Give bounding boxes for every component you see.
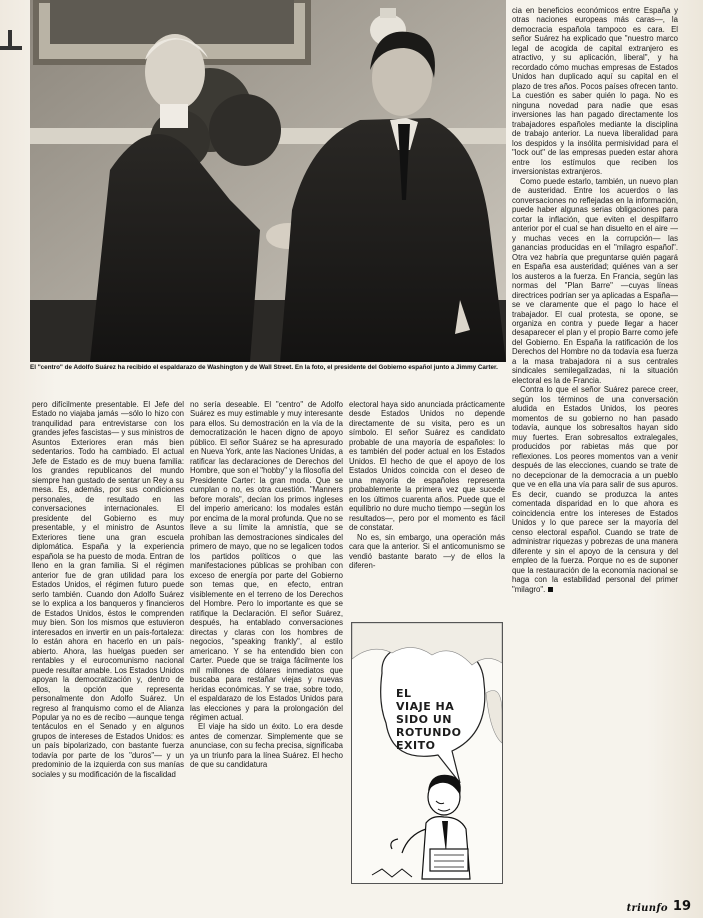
bubble-line: SIDO UN <box>396 713 452 726</box>
column-3-paragraph: electoral haya sido anunciada prácticamente desde Estados Unidos no depende directamente de su visita, pero es un símbolo. El señor Suárez es candidato probable de una mayoría de españoles: lo es también del poder actual en los Estados Unidos. El hecho de que el apoyo de los Estados Unidos coincida con el deseo de una mayoría de españoles representa probablemente la primera vez que sucede en los últimos cuarenta años. Puede que el equilibrio no dure mucho tiempo —según los resultados—, pero por el momento es fácil de constatar. <box>349 400 505 533</box>
article-column-4 <box>512 6 678 904</box>
column-3-paragraph: No es, sin embargo, una operación más cara que la anterior. Si el anticomunismo se vendió bastante barato —y de ellos la diferen- <box>349 532 505 571</box>
bubble-line: ROTUNDO <box>396 726 462 739</box>
column-4-paragraph: Como puede estarlo, también, un nuevo plan de austeridad. Entre los acuerdos o las conversaciones no reflejadas en la información, puede haber algunas serias obligaciones para cortar la inflación, que eviten el despilfarro anterior por el cual se han disuelto en el aire —y muchas veces en la corrupción— las ganancias producidas en el "milagro español". Otra vez habría que preguntarse quién pagará en España esa austeridad; quiénes van a ser los austeros a la fuerza. En Francia, según las normas del "Plan Barre" —cuyas líneas directrices podrían ser ya aplicadas a España— se ve claramente que el pago lo hace el trabajador. El cual protesta, se opone, se organiza en contra y puede llegar a hacer desaparecer el plan y el propio Barre como jefe del Gobierno. En España la ratificación de los Derechos del Hombre no da todavía esa fuerza a la masa trabajadora ni a sus centrales sindicales semilegalizadas, ni la situación electoral es la de Francia. <box>512 176 678 385</box>
page-number: 19 <box>672 899 691 914</box>
photo-caption: El "centro" de Adolfo Suárez ha recibido el espaldarazo de Washington y de Wall Street. En la foto, el presidente del Gobierno español junto a Jimmy Carter. <box>30 364 498 371</box>
column-4-paragraph <box>512 385 678 594</box>
cartoon <box>351 622 503 884</box>
page-footer <box>627 900 691 914</box>
column-2-paragraph: no sería deseable. El "centro" de Adolfo Suárez es muy estimable y muy interesante para ellos. Su demostración en la vía de la democratización le hacen digno de apoyo público. El señor Suárez se ha apresurado en Nueva York, ante las Naciones Unidas, a ratificar las declaraciones de Derechos del Hombre, que son el "hobby" y la filosofía del Presidente Carter: la gran moda. Que se cumplan o no, es otra cuestión. "Manners before morals", decían los primos ingleses del imperio americano: los modales están por encima de la moral profunda. Que no se lleve a su límite la amnistía, que se prohíban las demostraciones sindicales del primero de mayo, que no se legalicen todos los partidos políticos o que las manifestaciones públicas se prohíban con exceso de energía por parte del Gobierno son temas que, en efecto, entran visiblemente en el terreno de los Derechos del Hombre. Pero lo importante es que se ratifique la Declaración. El señor Suárez, después, ha entablado conversaciones directas y claras con los hombres de negocios, "speaking frankly", al estilo americano. Y se ha entendido bien con Carter. Puede que se traiga fácilmente los mil millones de dólares inmediatos que buscaba para restañar viejas y nuevas heridas económicas. Y se trae, sobre todo, el espaldarazo de los Estados Unidos para las elecciones y para la prolongación del régimen actual. <box>190 400 343 722</box>
remnant-mark <box>8 30 12 46</box>
article-column-2 <box>190 400 343 906</box>
previous-page-remnant <box>0 0 28 918</box>
photo-suarez-carter <box>30 0 506 362</box>
bubble-line: VIAJE HA <box>396 700 455 713</box>
remnant-rule <box>0 46 22 50</box>
magazine-name: triunfo <box>626 903 668 914</box>
end-of-article-mark <box>548 587 553 592</box>
photo-illustration <box>30 0 506 362</box>
cartoon-speech-bubble <box>396 687 476 752</box>
column-1-paragraph: pero difícilmente presentable. El Jefe del Estado no viajaba jamás —sólo lo hizo con tranquilidad para entrevistarse con los grandes jefes fascistas— y sus ministros de Asuntos Exteriores eran más bien sedentarios. Todo ha cambiado. El actual Jefe de Estado es de muy buena familia: los grandes republicanos del mundo siempre han gustado de sentar un Rey a su mesa. Es, además, por sus condiciones personales, de resultado en las conversaciones internacionales. El presidente del Gobierno es muy presentable, y el ministro de Asuntos Exteriores tiene una gran escuela diplomática. España y la experiencia española se ha puesto de moda. Entran de lleno en la gran familia. Si el régimen anterior fue de gran utilidad para los Estados Unidos, el régimen futuro puede serlo también. Cuando don Adolfo Suárez se lo explica a los banqueros y financieros de Estados Unidos, éstos le comprenden muy bien. Son los mismos que estuvieron interesados en invertir en un país-fortaleza: lo están ahora en hacerlo en un país-abierto. Ahora, las huelgas pueden ser rentables y el eurocomunismo nacional puede resultar amable. Los Estados Unidos apoyan la democratización y, dentro de ellos, la opción que representa personalmente don Adolfo Suárez. Un regreso al franquismo como el de Alianza Popular ya no es de recibo —aunque tenga tentáculos en el Senado y en algunos grupos de intereses de Estados Unidos: es un país bipolarizado, con bastante fuerza todavía por parte de los "duros"— y un predominio de la izquierda con sus manías sociales y su modificación de la fiscalidad <box>32 400 184 779</box>
column-2-paragraph: El viaje ha sido un éxito. Lo era desde antes de comenzar. Simplemente que se anunciase, con su fecha precisa, significaba ya un triunfo para la línea Suárez. El hecho de que su candidatura <box>190 722 343 770</box>
article-column-1 <box>32 400 184 906</box>
column-4-paragraph: cia en beneficios económicos entre España y otras naciones europeas más caras—, la democracia española tampoco es cara. El señor Suárez ha explicado que "nuestro marco legal de acogida de capital extranjero es atractivo, y su aplicación, liberal", y ha recordado cómo muchas empresas de Estados Unidos han duplicado aquí su capital en el plazo de tres años. Pocos países ofrecen tanto. La cuestión es saber quién lo paga. No es ninguna novedad para nadie que esas inversiones las han pagado directamente los trabajadores españoles mediante la disciplina de trabajo anterior. La nueva liberalidad para los despidos y la insólita permisividad para el "lock out" de las empresas pueden estar ahora entre los estímulos que reciben los inversionistas extranjeros. <box>512 6 678 177</box>
bubble-line: EXITO <box>396 739 436 752</box>
cartoon-drawing <box>352 623 502 883</box>
article-column-3 <box>349 400 505 616</box>
bubble-line: EL <box>396 687 412 700</box>
column-4-final-text: Contra lo que el señor Suárez parece creer, según los términos de una conversación aludida en Estados Unidos, los peores momentos de su gobierno no han pasado todavía, aunque los sobresaltos hayan sido muy fuertes. Eran sobresaltos extralegales, producidos por rabietas más que por reflexiones. Los peores momentos van a venir después de las elecciones, cuando se trate de no decepcionar de la democracia a un pueblo que ve en ella una vía para salir de sus apuros. Es decir, cuando se produzca la antes comentada disparidad en lo que ahora es coincidencia entre los intereses de Estados Unidos y lo que parece ser la mayoría del censo electoral español. Cuando se trate de administrar riquezas y pobrezas de una manera diferente y sin el apoyo de la censura y del empleo de la fuerza. Porque no es de suponer que la restauración de la economía nacional se haga con la estabilidad personal del primer "milagro". <box>512 385 678 594</box>
